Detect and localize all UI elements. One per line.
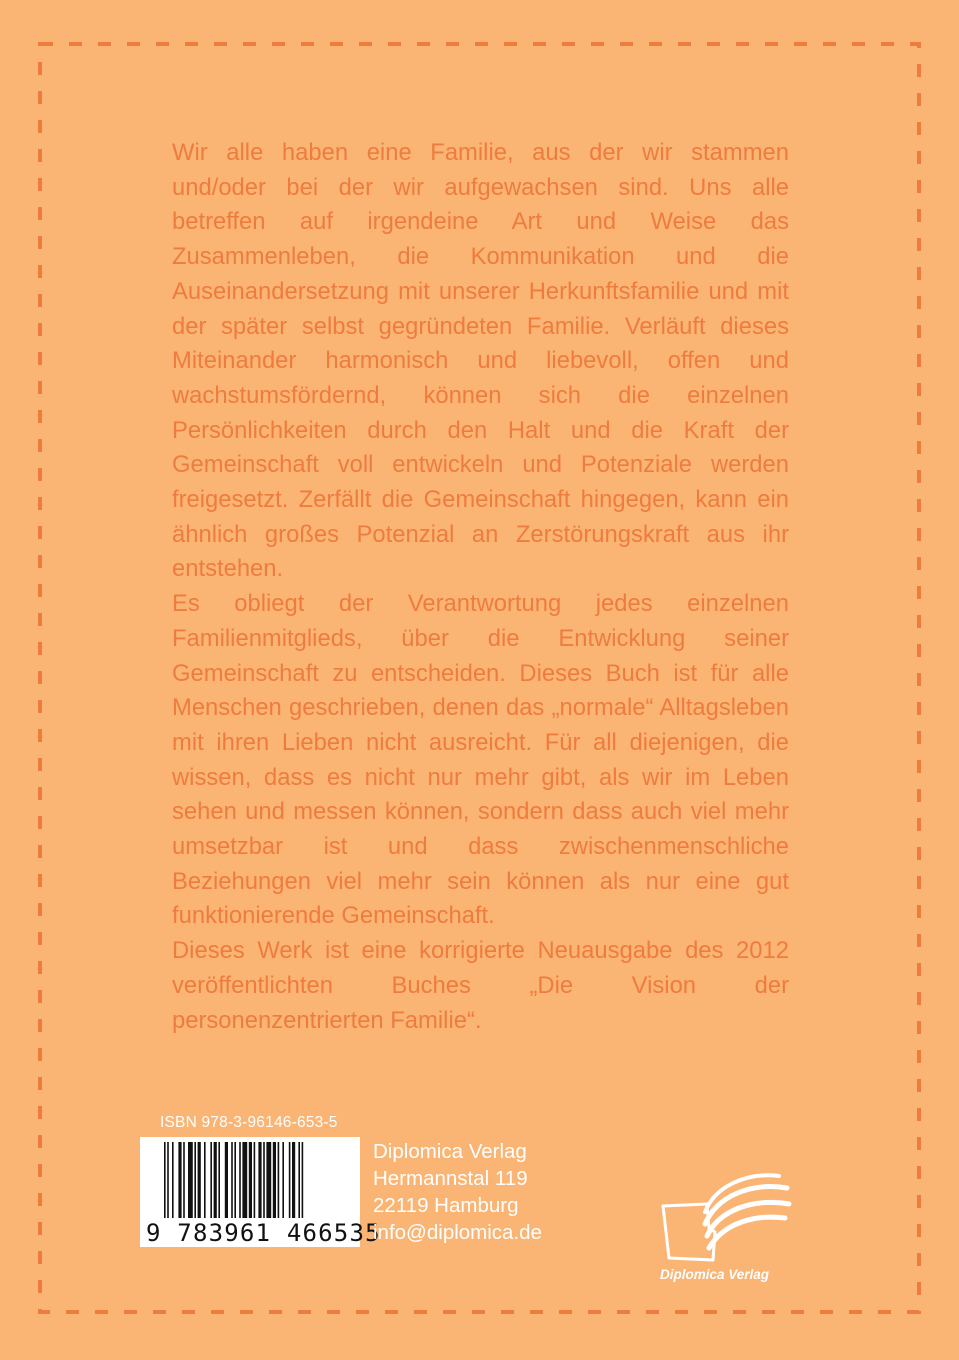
barcode-bar [249, 1142, 252, 1218]
diplomica-logo-icon [655, 1166, 795, 1266]
barcode-bar [234, 1142, 236, 1218]
barcode-bar [172, 1142, 174, 1218]
barcode-bar [282, 1142, 284, 1218]
barcode-bar [198, 1142, 201, 1218]
barcode-panel [140, 1137, 381, 1247]
isbn-label: ISBN 978-3-96146-653-5 [160, 1114, 338, 1131]
barcode-bar [289, 1142, 291, 1218]
barcode-bar [239, 1142, 241, 1218]
publisher-street: Hermannstal 119 [373, 1167, 528, 1190]
barcode-bar [258, 1142, 261, 1218]
barcode-bar [278, 1142, 280, 1218]
publisher-email: info@diplomica.de [373, 1221, 542, 1244]
barcode-icon [164, 1142, 352, 1224]
barcode-bar [242, 1142, 247, 1218]
logo-wordmark: Diplomica Verlag [660, 1267, 770, 1282]
barcode-bar [183, 1142, 185, 1218]
barcode-bar [188, 1142, 193, 1218]
blurb-paragraph-1: Wir alle haben eine Familie, aus der wir stammen und/oder bei der wir aufgewachsen sind. Uns alle betreffen auf irgendeine Art und Weise das Zusammenleben, die Kommunikation und die Auseinandersetzung mit unserer Herkunftsfamilie und mit der später selbst gegründeten Familie. Verläuft dieses Miteinander harmonisch und liebevoll, offen und wachstumsfördernd, können sich die einzelnen Persönlichkeiten durch den Halt und die Kraft der Gemeinschaft voll entwickeln und Potenziale werden freigesetzt. Zerfällt die Gemeinschaft hingegen, kann ein ähnlich großes Potenzial an Zerstörungskraft aus ihr entstehen. [172, 139, 789, 583]
barcode-bar [218, 1142, 220, 1218]
barcode-bar [164, 1142, 166, 1218]
barcode-digits: 9 783961 466535 [146, 1219, 381, 1247]
barcode-bar [254, 1142, 256, 1218]
barcode-bar [210, 1142, 212, 1218]
barcode-bar [263, 1142, 265, 1218]
barcode-bar [292, 1142, 295, 1218]
barcode-bar [266, 1142, 271, 1218]
barcode-bar [302, 1142, 304, 1218]
barcode-bar [225, 1142, 228, 1218]
barcode-bar [167, 1142, 169, 1218]
blurb-paragraph-2: Es obliegt der Verantwortung jedes einzelnen Familienmitglieds, über die Entwicklung seiner Gemeinschaft zu entscheiden. Dieses Buch ist für alle Menschen geschrieben, denen das „normale“ Alltagsleben mit ihren Lieben nicht ausreicht. Für all diejenigen, die wissen, dass es nicht nur mehr gibt, als wir im Leben sehen und messen können, sondern dass auch viel mehr umsetzbar ist und dass zwischenmenschliche Beziehungen viel mehr sein können als nur eine gut funktionierende Gemeinschaft. [172, 590, 789, 930]
barcode-bar [298, 1142, 300, 1218]
barcode-bar [273, 1142, 276, 1218]
publisher-address [373, 1138, 542, 1246]
blurb-paragraph-3: Dieses Werk ist eine korrigierte Neuausgabe des 2012 veröffentlichten Buches „Die Vision der personenzentrierten Familie“. [172, 937, 789, 1034]
barcode-bar [214, 1142, 217, 1218]
barcode-bar [204, 1142, 206, 1218]
barcode-bar [231, 1142, 233, 1218]
back-cover-blurb [172, 136, 789, 1038]
publisher-city: 22119 Hamburg [373, 1194, 519, 1217]
barcode-bar [194, 1142, 196, 1218]
barcode-bar [178, 1142, 181, 1218]
publisher-name: Diplomica Verlag [373, 1140, 527, 1163]
